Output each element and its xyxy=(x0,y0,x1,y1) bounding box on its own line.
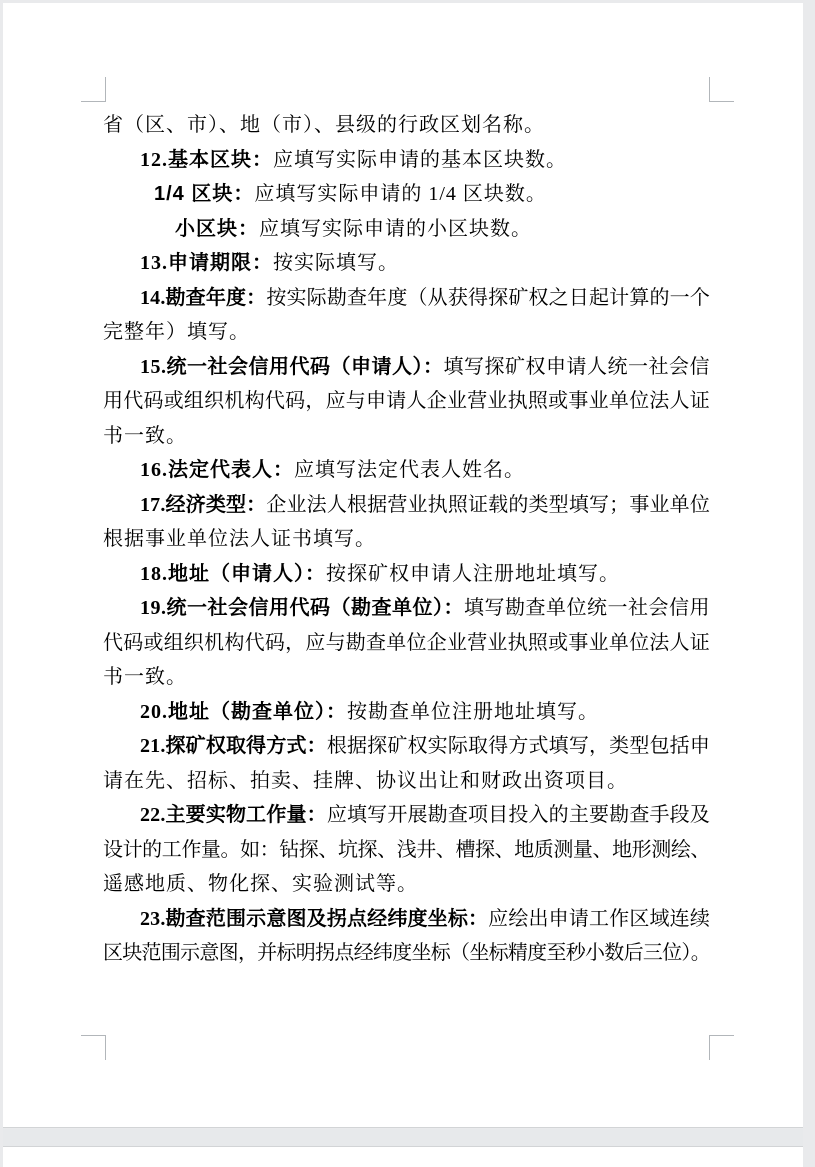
text-line[interactable] xyxy=(103,315,710,350)
body-text: 书一致。 xyxy=(103,666,187,688)
text-line[interactable] xyxy=(103,453,710,488)
text-line[interactable] xyxy=(103,591,710,626)
page xyxy=(3,3,803,1128)
body-text: 应填写开展勘查项目投入的主要勘查手段及 xyxy=(326,804,711,826)
item-number: 23. xyxy=(140,907,166,930)
body-text: 按实际勘查年度（从获得探矿权之日起计算的一个 xyxy=(266,286,711,309)
body-text: 填写探矿权申请人统一社会信 xyxy=(443,355,710,378)
text-line[interactable] xyxy=(103,177,710,212)
item-label: 统一社会信用代码（勘查单位）： xyxy=(166,597,464,619)
item-label: 小区块： xyxy=(175,217,259,240)
margin-corner-mark-bottom-left-icon xyxy=(81,1035,106,1060)
text-line[interactable] xyxy=(103,246,710,281)
next-page-partial xyxy=(3,1146,803,1167)
text-line[interactable] xyxy=(103,108,710,143)
item-number: 21. xyxy=(140,735,166,757)
body-text: 用代码或组织机构代码，应与申请人企业营业执照或事业单位法人证 xyxy=(103,390,710,412)
body-text: 书一致。 xyxy=(103,424,187,447)
text-line[interactable] xyxy=(103,626,710,661)
page-text[interactable] xyxy=(103,108,710,971)
item-number: 19. xyxy=(140,597,167,619)
text-line[interactable] xyxy=(103,660,710,695)
item-label: 探矿权取得方式： xyxy=(165,735,327,757)
text-line[interactable] xyxy=(103,729,710,764)
text-line[interactable] xyxy=(103,867,710,902)
body-text: 区块范围示意图，并标明拐点经纬度坐标（坐标精度至秒小数后三位）。 xyxy=(103,942,710,964)
text-line[interactable] xyxy=(103,557,710,592)
item-number: 20. xyxy=(140,700,168,723)
item-number: 15. xyxy=(140,355,167,378)
item-number: 14. xyxy=(140,286,166,309)
body-text: 应填写实际申请的基本区块数。 xyxy=(273,148,567,171)
text-line[interactable] xyxy=(103,350,710,385)
body-text: 企业法人根据营业执照证载的类型填写；事业单位 xyxy=(266,493,711,516)
body-text: 根据事业单位法人证书填写。 xyxy=(103,528,376,550)
body-text: 省（区、市）、地（市）、县级的行政区划名称。 xyxy=(103,114,545,136)
text-line[interactable] xyxy=(103,902,710,937)
body-text: 应填写实际申请的小区块数。 xyxy=(259,217,532,240)
body-text: 应绘出申请工作区域连续 xyxy=(488,907,711,930)
body-text: 代码或组织机构代码，应与勘查单位企业营业执照或事业单位法人证 xyxy=(103,631,710,654)
item-number: 22. xyxy=(140,804,166,826)
item-label: 地址（勘查单位）： xyxy=(168,700,347,723)
text-line[interactable] xyxy=(103,522,710,557)
item-label: 勘查范围示意图及拐点经纬度坐标： xyxy=(165,907,489,930)
text-line[interactable] xyxy=(103,936,710,971)
item-label: 基本区块： xyxy=(168,148,273,171)
item-number: 18. xyxy=(140,562,168,585)
text-line[interactable] xyxy=(103,384,710,419)
text-line[interactable] xyxy=(103,143,710,178)
item-label: 勘查年度： xyxy=(165,286,267,309)
item-label: 1/4 区块： xyxy=(154,183,255,205)
body-text: 填写勘查单位统一社会信用 xyxy=(464,597,710,619)
text-line[interactable] xyxy=(103,281,710,316)
text-line[interactable] xyxy=(103,833,710,868)
body-text: 按勘查单位注册地址填写。 xyxy=(347,700,599,723)
item-number: 17. xyxy=(140,493,166,516)
body-text: 请在先、招标、拍卖、挂牌、协议出让和财政出资项目。 xyxy=(103,769,628,792)
item-label: 申请期限： xyxy=(168,252,273,274)
body-text: 按实际填写。 xyxy=(273,252,399,274)
body-text: 按探矿权申请人注册地址填写。 xyxy=(326,562,620,585)
text-line[interactable] xyxy=(103,764,710,799)
text-line[interactable] xyxy=(103,798,710,833)
margin-corner-mark-top-right-icon xyxy=(709,77,734,102)
item-label: 主要实物工作量： xyxy=(165,804,327,826)
body-text: 应填写法定代表人姓名。 xyxy=(294,459,525,481)
body-text: 应填写实际申请的 1/4 区块数。 xyxy=(254,183,547,205)
text-line[interactable] xyxy=(103,695,710,730)
item-label: 统一社会信用代码（申请人）： xyxy=(166,355,444,378)
body-text: 设计的工作量。如：钻探、坑探、浅井、槽探、地质测量、地形测绘、 xyxy=(103,838,710,861)
item-number: 16. xyxy=(140,459,168,481)
text-line[interactable] xyxy=(103,488,710,523)
body-text: 遥感地质、物化探、实验测试等。 xyxy=(103,873,418,895)
item-number: 13. xyxy=(140,252,168,274)
item-label: 经济类型： xyxy=(165,493,267,516)
margin-corner-mark-top-left-icon xyxy=(81,77,106,102)
text-line[interactable] xyxy=(103,419,710,454)
body-text: 根据探矿权实际取得方式填写，类型包括申 xyxy=(326,735,711,757)
item-label: 法定代表人： xyxy=(168,459,294,481)
item-number: 12. xyxy=(140,148,168,171)
body-text: 完整年）填写。 xyxy=(103,321,250,343)
item-label: 地址（申请人）： xyxy=(168,562,326,585)
margin-corner-mark-bottom-right-icon xyxy=(709,1035,734,1060)
page-gap xyxy=(3,1129,803,1146)
text-line[interactable] xyxy=(103,212,710,247)
